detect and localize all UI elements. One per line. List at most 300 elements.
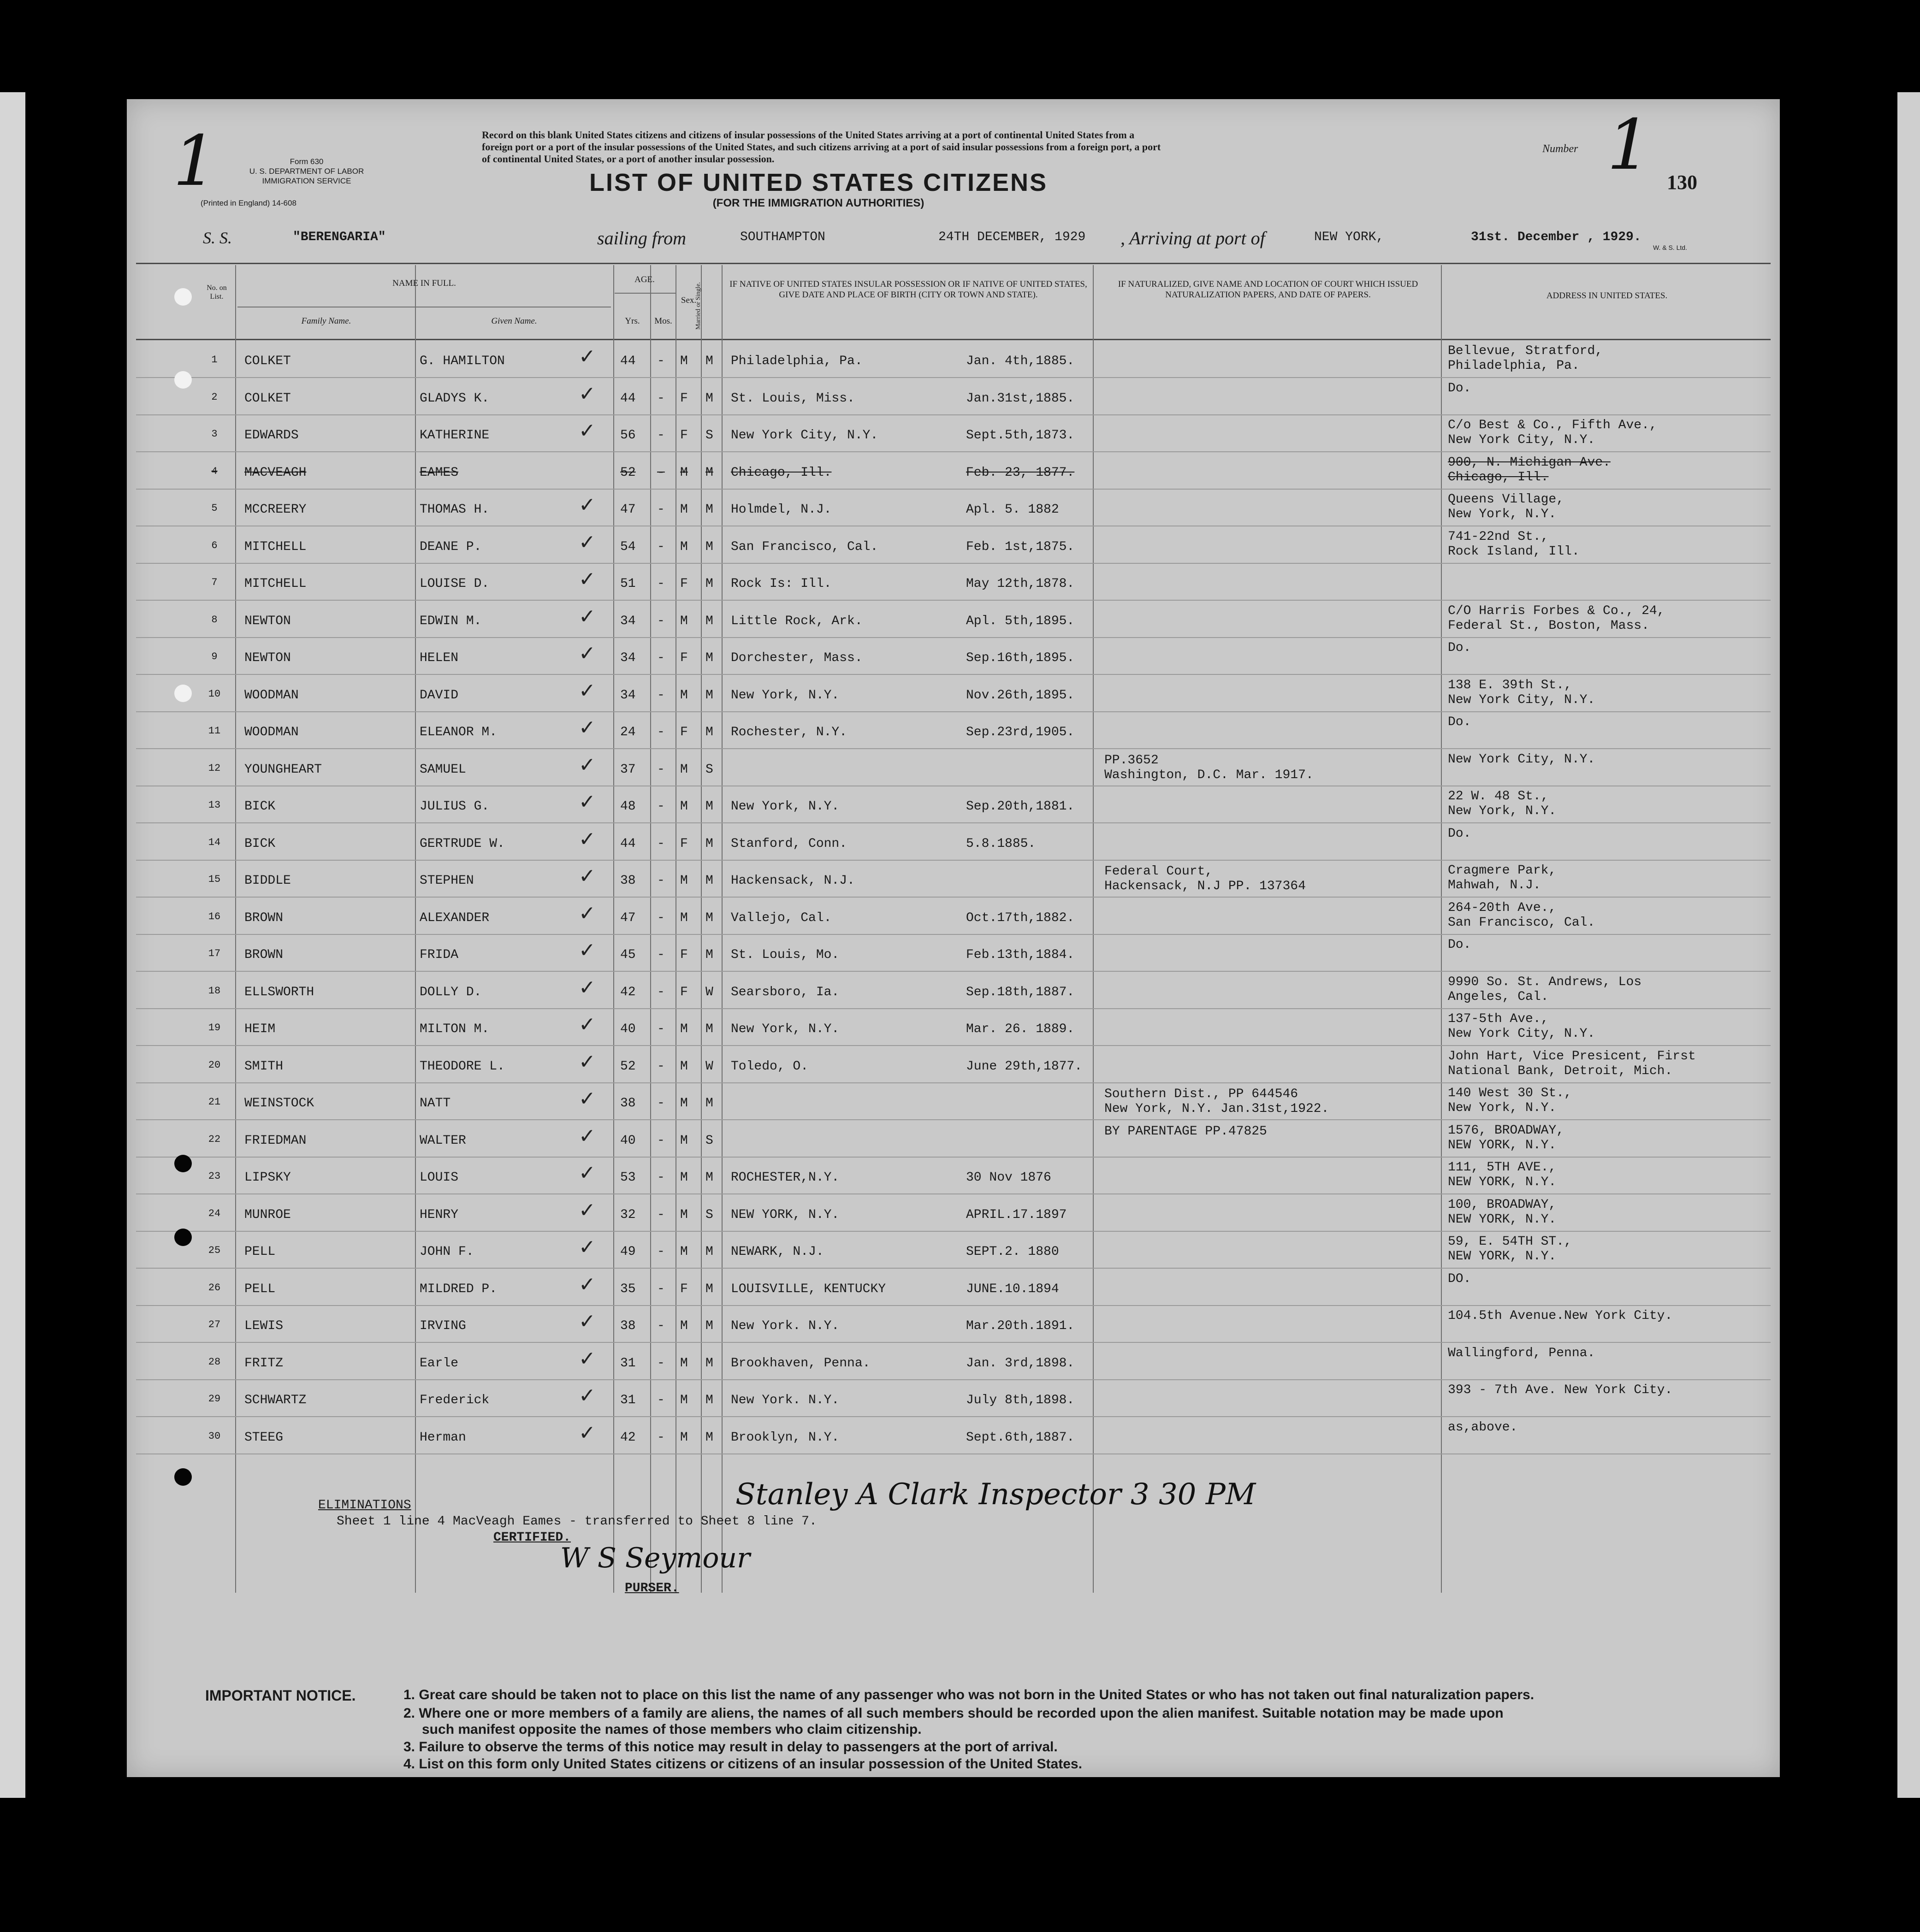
row-number: 26 [208,1282,221,1294]
given-name: LOUISE D. [420,577,490,591]
address-line-1: 264-20th Ave., [1448,900,1557,915]
col-divider [1441,265,1442,1593]
arrive-port: NEW YORK, [1314,230,1384,244]
age-years: 40 [620,1022,636,1036]
address-line-2: New York, N.Y. [1448,1101,1557,1115]
row-number: 16 [208,910,221,922]
row-rule [136,897,1771,898]
left-edge-strip [0,92,25,1798]
row-number: 8 [211,614,218,626]
family-name: PELL [244,1245,276,1259]
service: IMMIGRATION SERVICE [262,177,351,185]
age-years: 34 [620,614,636,628]
age-months: - [657,1207,665,1222]
row-rule [136,748,1771,749]
family-name: MACVEAGH [244,465,307,480]
address-line-1: Do. [1448,641,1471,655]
check-mark-icon: ✓ [579,864,596,888]
naturalization-line-1: BY PARENTAGE PP.47825 [1104,1124,1267,1139]
family-name: COLKET [244,391,291,406]
header-top-rule [136,263,1771,264]
family-name: WOODMAN [244,688,299,703]
sex: M [680,1059,688,1074]
check-mark-icon: ✓ [579,716,596,739]
notice-item-3: 3. Failure to observe the terms of this notice may result in delay to passengers at the port of arrival. [403,1739,1058,1755]
row-rule [136,1342,1771,1343]
row-rule [136,1008,1771,1009]
birth-place: Toledo, O. [731,1059,809,1074]
punch-hole [174,371,192,389]
marital-status: M [705,1430,713,1445]
inspector-signature: Stanley A Clark Inspector 3 30 PM [735,1477,1256,1512]
birth-date: May 12th,1878. [966,577,1075,591]
sex: F [680,428,688,443]
age-months: - [657,1245,665,1259]
family-name: MITCHELL [244,577,307,591]
notice-item-2-cont: such manifest opposite the names of those members who claim citizenship. [422,1722,922,1737]
sex: M [680,762,688,777]
given-name: HENRY [420,1207,459,1222]
address-line-2: New York City, N.Y. [1448,692,1595,707]
row-number: 25 [208,1245,221,1256]
address-line-1: 393 - 7th Ave. New York City. [1448,1383,1673,1397]
row-rule [136,1157,1771,1158]
check-mark-icon: ✓ [579,679,596,703]
sex: M [680,688,688,703]
birth-date: Jan.31st,1885. [966,391,1075,406]
given-name: JOHN F. [420,1245,474,1259]
header-name-in-full: NAME IN FULL. [392,278,456,288]
age-months: - [657,874,665,888]
address-line-2: New York, N.Y. [1448,804,1557,818]
birth-place: ROCHESTER,N.Y. [731,1170,840,1185]
age-years: 31 [620,1393,636,1407]
birth-date: Sept.5th,1873. [966,428,1075,443]
check-mark-icon: ✓ [579,975,596,999]
sex: F [680,651,688,665]
given-name: STEPHEN [420,874,474,888]
address-line-2: New York City, N.Y. [1448,433,1595,447]
sex: M [680,1096,688,1111]
marital-status: M [705,614,713,628]
age-months: - [657,910,665,925]
row-rule [136,1082,1771,1083]
age-years: 34 [620,688,636,703]
address-line-1: 1576, BROADWAY, [1448,1123,1564,1138]
check-mark-icon: ✓ [579,1013,596,1036]
row-number: 6 [211,539,218,551]
age-years: 53 [620,1170,636,1185]
age-years: 44 [620,836,636,851]
address-line-2: NEW YORK, N.Y. [1448,1249,1557,1264]
given-name: ALEXANDER [420,910,490,925]
sex: M [680,1022,688,1036]
row-rule [136,674,1771,675]
age-years: 54 [620,539,636,554]
family-name: BROWN [244,910,284,925]
sex: F [680,985,688,999]
marital-status: M [705,465,713,480]
address-line-2: New York, N.Y. [1448,507,1557,521]
birth-date: June 29th,1877. [966,1059,1083,1074]
address-line-1: Cragmere Park, [1448,863,1557,878]
header-given: Given Name. [491,316,537,326]
naturalization-line-1: PP.3652 [1104,753,1159,768]
row-number: 17 [208,948,221,959]
punch-hole [174,288,192,306]
marital-status: M [705,1319,713,1333]
header-yrs: Yrs. [625,316,640,326]
form-number: Form 630 [290,157,324,166]
address-line-1: Do. [1448,826,1471,841]
age-months: - [657,502,665,517]
marital-status: M [705,948,713,962]
row-rule [136,1305,1771,1306]
family-name: ELLSWORTH [244,985,314,999]
marital-status: M [705,502,713,517]
notice-item-4: 4. List on this form only United States citizens or citizens of an insular possession of the United States. [403,1756,1082,1772]
family-name: MUNROE [244,1207,291,1222]
sex: M [680,1170,688,1185]
punch-hole [174,1155,192,1172]
sex: M [680,539,688,554]
given-name: EAMES [420,465,459,480]
department: U. S. DEPARTMENT OF LABOR [249,167,364,176]
marital-status: M [705,391,713,406]
ss-label: S. S. [203,229,232,247]
given-name: SAMUEL [420,762,466,777]
birth-date: Sep.18th,1887. [966,985,1075,999]
sex: M [680,1319,688,1333]
address-line-2: San Francisco, Cal. [1448,915,1595,930]
birth-date: Nov.26th,1895. [966,688,1075,703]
row-number: 24 [208,1207,221,1219]
check-mark-icon: ✓ [579,382,596,406]
row-rule [136,1453,1771,1454]
sex: M [680,354,688,368]
age-years: 52 [620,465,636,480]
birth-date: Mar.20th.1891. [966,1319,1075,1333]
check-mark-icon: ✓ [579,345,596,368]
birth-date: JUNE.10.1894 [966,1282,1059,1296]
row-number: 15 [208,874,221,885]
row-rule [136,1268,1771,1269]
row-rule [136,971,1771,972]
given-name: Frederick [420,1393,490,1407]
birth-date: Apl. 5th,1895. [966,614,1075,628]
marital-status: S [705,762,713,777]
row-number: 23 [208,1170,221,1182]
sex: F [680,1282,688,1296]
birth-date: Feb. 1st,1875. [966,539,1075,554]
marital-status: M [705,836,713,851]
sheet-mark-left: 1 [173,121,217,201]
sex: M [680,1245,688,1259]
check-mark-icon: ✓ [579,1198,596,1222]
row-number: 28 [208,1356,221,1368]
printer-mark: W. & S. Ltd. [1653,244,1687,251]
header-sex: Sex. [681,295,697,305]
family-name: YOUNGHEART [244,762,322,777]
address-line-2: NEW YORK, N.Y. [1448,1175,1557,1189]
sail-date: 24TH DECEMBER, 1929 [938,230,1086,244]
age-years: 44 [620,354,636,368]
address-line-1: 111, 5TH AVE., [1448,1160,1557,1175]
age-years: 51 [620,577,636,591]
age-years: 38 [620,1096,636,1111]
family-name: BROWN [244,948,284,962]
age-months: - [657,465,665,480]
age-months: - [657,762,665,777]
given-name: LOUIS [420,1170,459,1185]
check-mark-icon: ✓ [579,939,596,962]
age-years: 37 [620,762,636,777]
marital-status: M [705,539,713,554]
sex: M [680,1393,688,1407]
marital-status: M [705,799,713,814]
address-line-2: Mahwah, N.J. [1448,878,1541,892]
address-line-1: 900, N. Michigan Ave. [1448,455,1611,470]
marital-status: M [705,1356,713,1371]
col-divider [415,265,416,1593]
row-rule [136,563,1771,564]
address-line-1: Do. [1448,715,1471,729]
age-months: - [657,985,665,999]
family-name: LIPSKY [244,1170,291,1185]
address-line-1: Wallingford, Penna. [1448,1346,1595,1360]
birth-place: Rochester, N.Y. [731,725,847,739]
row-number: 30 [208,1430,221,1442]
marital-status: M [705,910,713,925]
sex: M [680,1356,688,1371]
marital-status: M [705,688,713,703]
sex: F [680,391,688,406]
age-years: 34 [620,651,636,665]
birth-place: Chicago, Ill. [731,465,832,480]
header-no: No. on List. [207,284,227,301]
row-number: 2 [211,391,218,403]
birth-place: New York. N.Y. [731,1393,840,1407]
record-note-line-3: of continental United States, or a port of another insular possession. [482,153,775,165]
row-rule [136,451,1771,452]
given-name: WALTER [420,1133,466,1148]
marital-status: M [705,1393,713,1407]
age-months: - [657,725,665,739]
family-name: BIDDLE [244,874,291,888]
address-line-1: Do. [1448,381,1471,396]
given-name: HELEN [420,651,459,665]
age-months: - [657,1282,665,1296]
row-number: 27 [208,1319,221,1330]
birth-place: NEWARK, N.J. [731,1245,824,1259]
age-months: - [657,1430,665,1445]
age-years: 44 [620,391,636,406]
age-years: 32 [620,1207,636,1222]
birth-place: LOUISVILLE, KENTUCKY [731,1282,886,1296]
address-line-1: 104.5th Avenue.New York City. [1448,1309,1673,1323]
row-rule [136,934,1771,935]
sex: M [680,1430,688,1445]
given-name: Herman [420,1430,466,1445]
age-years: 45 [620,948,636,962]
age-years: 42 [620,985,636,999]
check-mark-icon: ✓ [579,753,596,777]
given-name: THOMAS H. [420,502,490,517]
header-bottom-rule [136,339,1771,340]
birth-date: Jan. 3rd,1898. [966,1356,1075,1371]
check-mark-icon: ✓ [579,493,596,517]
check-mark-icon: ✓ [579,419,596,443]
address-line-1: 22 W. 48 St., [1448,789,1549,804]
row-number: 21 [208,1096,221,1108]
birth-place: St. Louis, Miss. [731,391,855,406]
marital-status: M [705,1282,713,1296]
row-number: 9 [211,651,218,662]
birth-place: Little Rock, Ark. [731,614,863,628]
sex: M [680,799,688,814]
address-line-2: Rock Island, Ill. [1448,544,1580,559]
voyage-line [127,224,1780,251]
birth-date: Jan. 4th,1885. [966,354,1075,368]
age-years: 24 [620,725,636,739]
birth-place: St. Louis, Mo. [731,948,840,962]
age-months: - [657,948,665,962]
address-line-1: C/o Best & Co., Fifth Ave., [1448,418,1657,432]
birth-date: SEPT.2. 1880 [966,1245,1059,1259]
age-years: 56 [620,428,636,443]
number-label: Number [1542,143,1578,155]
row-number: 20 [208,1059,221,1071]
birth-place: Brooklyn, N.Y. [731,1430,840,1445]
header-mos: Mos. [654,316,672,326]
birth-place: Holmdel, N.J. [731,502,832,517]
col-divider [1093,265,1094,1593]
birth-place: Hackensack, N.J. [731,874,855,888]
age-months: - [657,428,665,443]
age-years: 38 [620,874,636,888]
address-line-2: Angeles, Cal. [1448,989,1549,1004]
marital-status: M [705,1096,713,1111]
check-mark-icon: ✓ [579,1235,596,1259]
sailing-label: sailing from [597,228,686,248]
row-number: 10 [208,688,221,700]
family-name: HEIM [244,1022,276,1036]
naturalization-line-2: Washington, D.C. Mar. 1917. [1104,768,1314,782]
address-line-1: New York City, N.Y. [1448,752,1595,767]
row-number: 12 [208,762,221,774]
birth-place: New York, N.Y. [731,1022,840,1036]
row-number: 18 [208,985,221,997]
address-line-1: 138 E. 39th St., [1448,678,1572,692]
birth-date: Feb. 23, 1877. [966,465,1075,480]
check-mark-icon: ✓ [579,642,596,665]
naturalization-line-1: Southern Dist., PP 644546 [1104,1087,1298,1101]
address-line-2: Chicago, Ill. [1448,470,1549,484]
row-rule [136,711,1771,712]
age-years: 48 [620,799,636,814]
header-age: AGE. [634,275,655,284]
given-name: NATT [420,1096,451,1111]
sex: M [680,502,688,517]
age-years: 40 [620,1133,636,1148]
address-line-2: New York City, N.Y. [1448,1027,1595,1041]
age-years: 31 [620,1356,636,1371]
age-months: - [657,651,665,665]
naturalization-line-1: Federal Court, [1104,864,1213,879]
eliminations-label: ELIMINATIONS [318,1498,411,1513]
check-mark-icon: ✓ [579,1087,596,1111]
row-number: 3 [211,428,218,440]
row-rule [136,1193,1771,1194]
row-rule [136,860,1771,861]
address-line-2: Philadelphia, Pa. [1448,359,1580,373]
check-mark-icon: ✓ [579,1161,596,1185]
col-divider [701,265,702,1593]
age-years: 52 [620,1059,636,1074]
birth-place: New York City, N.Y. [731,428,878,443]
address-line-1: as,above. [1448,1420,1518,1435]
ship-name: "BERENGARIA" [293,230,386,244]
age-years: 42 [620,1430,636,1445]
col-divider [650,265,651,1593]
family-name: LEWIS [244,1319,284,1333]
birth-place: New York, N.Y. [731,799,840,814]
birth-place: NEW YORK, N.Y. [731,1207,840,1222]
form-info [231,157,383,186]
from-port: SOUTHAMPTON [740,230,825,244]
marital-status: M [705,577,713,591]
birth-place: New York, N.Y. [731,688,840,703]
birth-date: July 8th,1898. [966,1393,1075,1407]
row-rule [136,1231,1771,1232]
header-married: Married or Single. [695,282,702,330]
marital-status: M [705,874,713,888]
birth-place: Brookhaven, Penna. [731,1356,871,1371]
family-name: EDWARDS [244,428,299,443]
purser-label: PURSER. [625,1581,679,1595]
birth-date: 30 Nov 1876 [966,1170,1051,1185]
row-rule [136,600,1771,601]
marital-status: M [705,725,713,739]
row-number: 14 [208,836,221,848]
number-value: 1 [1607,105,1651,185]
birth-place: Dorchester, Mass. [731,651,863,665]
family-name: SCHWARTZ [244,1393,307,1407]
address-line-1: Bellevue, Stratford, [1448,344,1603,358]
family-name: MITCHELL [244,539,307,554]
address-line-1: DO. [1448,1271,1471,1286]
row-number: 22 [208,1133,221,1145]
age-months: - [657,799,665,814]
printed-note: (Printed in England) 14-608 [201,199,296,207]
sex: M [680,1133,688,1148]
marital-status: M [705,1170,713,1185]
sex: F [680,725,688,739]
row-number: 1 [211,354,218,366]
notice-item-1: 1. Great care should be taken not to place on this list the name of any passenger who was not born in the United States or who has not taken out final naturalization papers. [403,1687,1535,1702]
birth-place: New York. N.Y. [731,1319,840,1333]
given-name: GLADYS K. [420,391,490,406]
col-divider [722,265,723,1593]
sex: F [680,836,688,851]
row-rule [136,637,1771,638]
sex: M [680,874,688,888]
naturalization-line-2: New York, N.Y. Jan.31st,1922. [1104,1102,1329,1116]
check-mark-icon: ✓ [579,790,596,814]
marital-status: M [705,1245,713,1259]
given-name: MILDRED P. [420,1282,498,1296]
family-name: COLKET [244,354,291,368]
